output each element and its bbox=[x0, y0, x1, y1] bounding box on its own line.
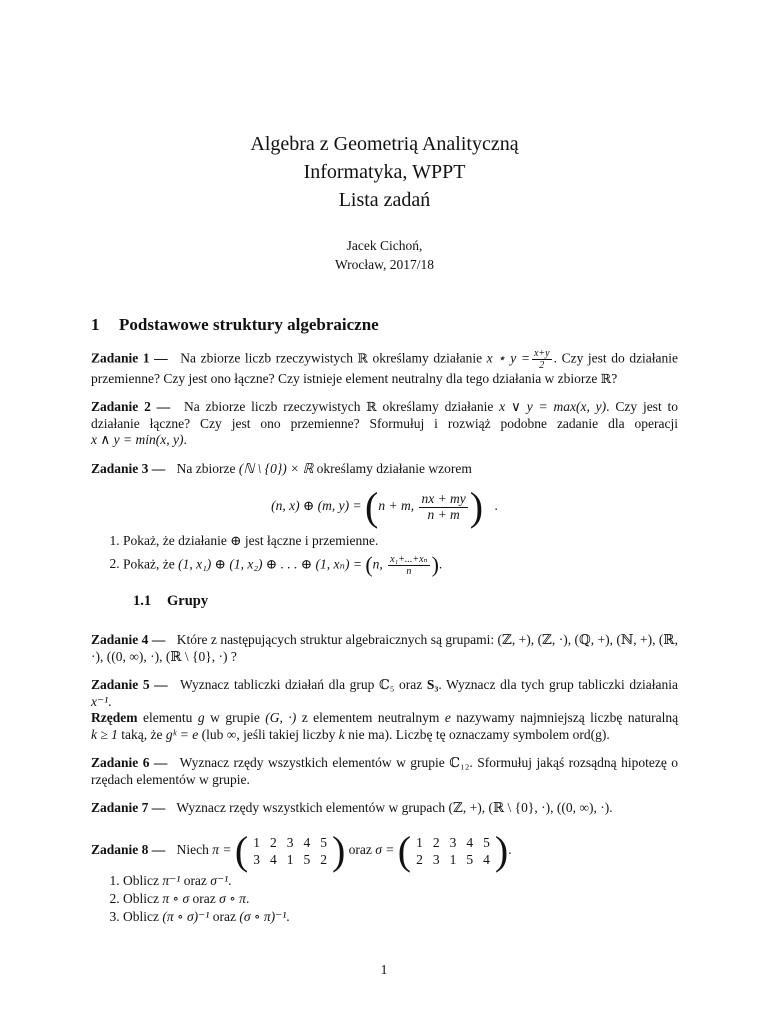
math-formula: π = bbox=[212, 841, 232, 857]
exercise-text: Na zbiorze bbox=[176, 460, 236, 476]
exercise-text: Niech bbox=[176, 841, 209, 857]
math-set: ℝ bbox=[357, 350, 368, 366]
document-subtitle: Informatyka, WPPT bbox=[303, 161, 466, 183]
exercise-label: Zadanie 5 — bbox=[91, 677, 168, 693]
math-formula: x ⋆ y = bbox=[486, 350, 530, 366]
exercise-text: . Wyznacz dla tych grup tabliczki działania bbox=[438, 677, 679, 693]
exercise-3-items bbox=[91, 533, 678, 578]
list-item: 1. Pokaż, że działanie ⊕ jest łączne i przemienne. bbox=[123, 533, 678, 549]
definition-term: Rzędem bbox=[91, 710, 138, 726]
exercise-text: określamy działanie bbox=[372, 350, 483, 366]
author-name: Jacek Cichoń, bbox=[346, 238, 423, 253]
paren-right: ) bbox=[469, 484, 484, 530]
exercise-label: Zadanie 7 — bbox=[91, 800, 166, 816]
math-formula: x⁻¹ bbox=[91, 693, 109, 709]
page-content bbox=[91, 130, 678, 928]
exercise-label: Zadanie 3 — bbox=[91, 460, 166, 476]
math-fraction: $\frac{nx + my}{n + m}$ bbox=[421, 491, 466, 522]
exercise-label: Zadanie 6 — bbox=[91, 755, 168, 771]
exercise-text: określamy działanie wzorem bbox=[316, 460, 472, 476]
math-symbol: ⊕ bbox=[230, 533, 242, 549]
math-group: ℂ₁₂ bbox=[449, 755, 470, 771]
exercise-4 bbox=[91, 632, 678, 665]
list-item: 2. Oblicz π ∘ σ oraz σ ∘ π. bbox=[123, 891, 678, 907]
exercise-label: Zadanie 4 — bbox=[91, 632, 166, 648]
section-heading bbox=[91, 314, 678, 336]
math-formula: (ℤ, +), (ℝ \ {0}, ·), ((0, ∞), ·) bbox=[448, 800, 610, 816]
exercise-text: określamy działanie bbox=[382, 399, 494, 415]
math-formula: x ∧ y = min(x, y) bbox=[91, 432, 184, 448]
math-group: S₃ bbox=[426, 677, 439, 693]
math-formula: σ = bbox=[375, 841, 395, 857]
exercise-1 bbox=[91, 348, 678, 387]
document-list-title: Lista zadań bbox=[338, 189, 431, 211]
display-formula bbox=[91, 484, 678, 530]
math-formula: (n, x) ⊕ (m, y) = bbox=[271, 498, 362, 514]
math-fraction: $\frac{x+y}{2}$ bbox=[533, 348, 550, 371]
list-item: 1. Oblicz π⁻¹ oraz σ⁻¹. bbox=[123, 873, 678, 889]
exercise-8-items bbox=[91, 873, 678, 926]
exercise-text: . bbox=[183, 432, 187, 448]
definition-order: Rzędem elementu g w grupie (G, ·) z elementem neutralnym e nazywamy najmniejszą liczbę naturalną k ≥ 1 taką, że gᵏ = e (lub ∞, jeśli takiej liczby k nie ma). Liczbę tę oznaczamy symbolem ord(g). bbox=[91, 710, 679, 742]
page-number: 1 bbox=[380, 962, 388, 977]
math-formula: n + m, bbox=[378, 498, 415, 514]
exercise-label: Zadanie 1 — bbox=[91, 350, 168, 366]
math-set: (ℕ \ {0}) × ℝ bbox=[238, 460, 314, 476]
document-title: Algebra z Geometrią Analityczną bbox=[250, 133, 519, 155]
exercise-text: Wyznacz rzędy wszystkich elementów w grupach bbox=[176, 800, 446, 816]
math-set: ℝ bbox=[366, 399, 377, 415]
author-block bbox=[91, 236, 678, 274]
math-formula: x ∨ y = max(x, y) bbox=[499, 399, 607, 415]
exercise-8: Zadanie 8 — Niech π = ( 1 2 3 4 5 3 4 1 5 2 ) oraz σ = ( 1 2 3 4 5 2 3 1 5 4 ). bbox=[91, 827, 512, 873]
exercise-text: oraz bbox=[348, 841, 372, 857]
matrix-pi: 1 2 3 4 5 3 4 1 5 2 bbox=[253, 834, 327, 867]
exercise-text: Wyznacz rzędy wszystkich elementów w grupie bbox=[179, 755, 445, 771]
math-formula: (1, x₁) ⊕ (1, x₂) ⊕ . . . ⊕ (1, xₙ) = bbox=[178, 556, 362, 572]
matrix-sigma: 1 2 3 4 5 2 3 1 5 4 bbox=[416, 834, 490, 867]
title-block bbox=[91, 130, 678, 214]
math-formula: . bbox=[494, 498, 498, 514]
section-title: Podstawowe struktury algebraiczne bbox=[119, 315, 379, 334]
exercise-7: Zadanie 7 — Wyznacz rzędy wszystkich elementów w grupach (ℤ, +), (ℝ \ {0}, ·), ((0, ∞), ·). bbox=[91, 800, 613, 816]
exercise-text: oraz bbox=[399, 677, 423, 693]
math-formula: ord(g) bbox=[572, 726, 607, 742]
math-group: ℂ₅ bbox=[378, 677, 395, 693]
exercise-text: . Czy jest do działanie przemienne? Czy jest ono łączne? Czy istnieje element neutralny dla tego działania w zbiorze bbox=[91, 350, 679, 386]
exercise-text: ? bbox=[611, 371, 618, 386]
paren-left: ( bbox=[365, 484, 379, 530]
exercise-text: Wyznacz tabliczki działań dla grup bbox=[180, 677, 375, 693]
subsection-heading bbox=[133, 593, 678, 611]
author-place-year: Wrocław, 2017/18 bbox=[334, 257, 435, 272]
exercise-text: Które z następujących struktur algebraicznych są grupami: bbox=[176, 632, 495, 648]
math-set: ℝ bbox=[600, 371, 612, 386]
list-item: 3. Oblicz (π ∘ σ)⁻¹ oraz (σ ∘ π)⁻¹. bbox=[123, 909, 678, 925]
math-fraction: $\frac{\text{x₁+...+xₙ}}{n}$ bbox=[390, 553, 428, 577]
exercise-label: Zadanie 2 — bbox=[91, 399, 171, 415]
exercise-3 bbox=[91, 461, 678, 477]
exercise-label: Zadanie 8 — bbox=[91, 841, 166, 857]
exercise-6 bbox=[91, 755, 678, 788]
exercise-text: Na zbiorze liczb rzeczywistych bbox=[184, 399, 361, 415]
exercise-text: . Sformułuj jakąś rozsądną hipotezę o rzędach elementów w grupie. bbox=[91, 755, 679, 787]
section-number: 1 bbox=[91, 315, 100, 334]
exercise-2 bbox=[91, 399, 678, 448]
subsection-number: 1.1 bbox=[133, 592, 152, 609]
subsection-title: Grupy bbox=[167, 592, 209, 609]
exercise-text: . Czy jest to działanie łączne? Czy jest ono przemienne? Sformułuj i rozwiąż podobne zadanie dla operacji bbox=[91, 399, 679, 431]
math-formula: (ℤ, +), (ℤ, ·), (ℚ, +), (ℕ, +), (ℝ, ·), ((0, ∞), ·), (ℝ \ {0}, ·) ? bbox=[91, 632, 679, 664]
list-item: 2. Pokaż, że (1, x₁) ⊕ (1, x₂) ⊕ . . . ⊕ (1, xₙ) = (n, $\frac{\text{x₁+...+xₙ}}{n}$ ). bbox=[123, 552, 678, 579]
exercise-text: Na zbiorze liczb rzeczywistych bbox=[180, 350, 353, 366]
exercise-5: Zadanie 5 — Wyznacz tabliczki działań dla grup ℂ₅ oraz S₃. Wyznacz dla tych grup tabliczki działania x⁻¹. bbox=[91, 677, 679, 709]
